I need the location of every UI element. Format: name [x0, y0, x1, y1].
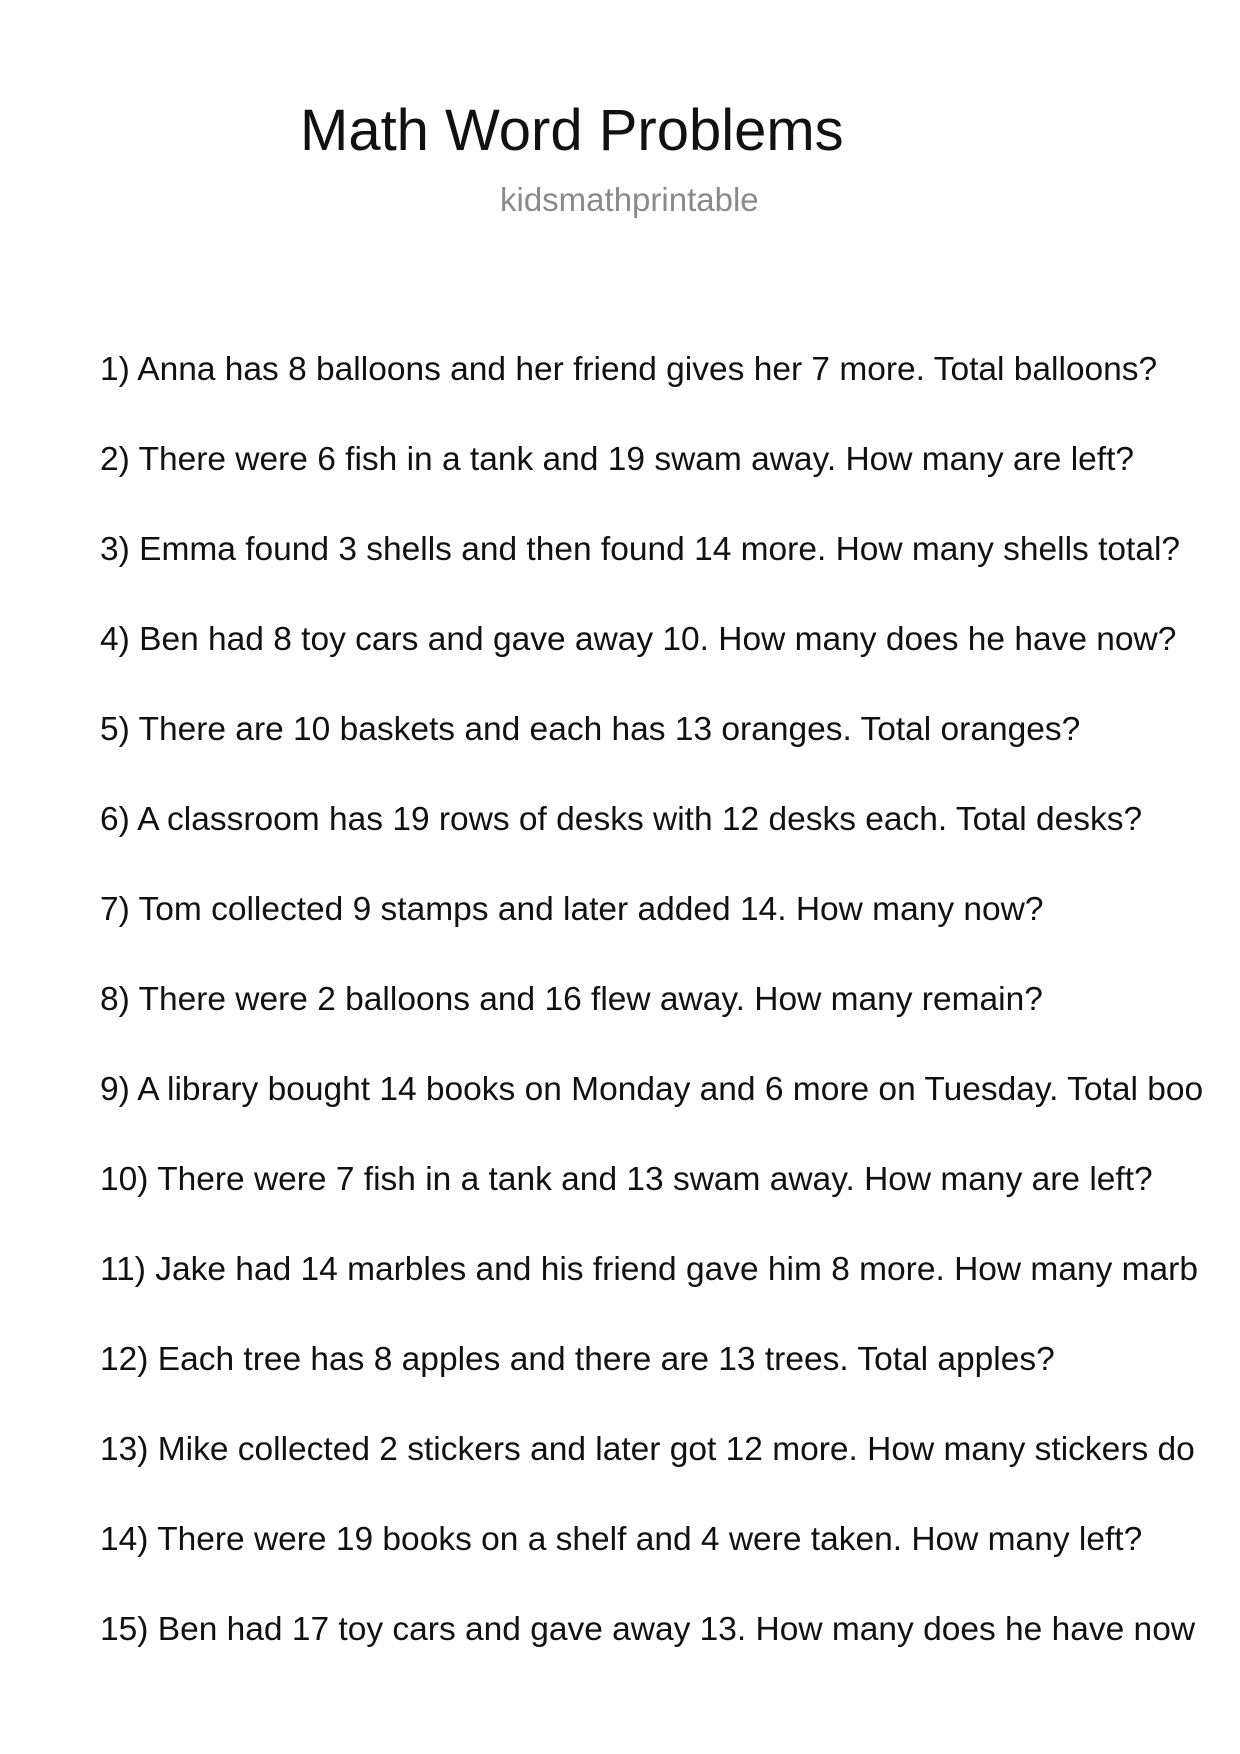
problem-item: 9) A library bought 14 books on Monday and 6 more on Tuesday. Total boo	[100, 1071, 1204, 1108]
problem-item: 8) There were 2 balloons and 16 flew away. How many remain?	[100, 981, 1043, 1018]
problem-item: 12) Each tree has 8 apples and there are 13 trees. Total apples?	[100, 1341, 1055, 1378]
problem-item: 1) Anna has 8 balloons and her friend gives her 7 more. Total balloons?	[100, 351, 1158, 388]
problem-item: 3) Emma found 3 shells and then found 14 more. How many shells total?	[100, 531, 1181, 568]
problem-item: 6) A classroom has 19 rows of desks with 12 desks each. Total desks?	[100, 801, 1143, 838]
worksheet-title: Math Word Problems	[300, 98, 844, 163]
worksheet-subtitle: kidsmathprintable	[500, 181, 759, 218]
problem-item: 4) Ben had 8 toy cars and gave away 10. How many does he have now?	[100, 621, 1177, 658]
problem-item: 5) There are 10 baskets and each has 13 oranges. Total oranges?	[100, 711, 1081, 748]
problem-item: 14) There were 19 books on a shelf and 4 were taken. How many left?	[100, 1521, 1143, 1558]
problem-item: 13) Mike collected 2 stickers and later got 12 more. How many stickers do	[100, 1431, 1195, 1468]
problem-item: 11) Jake had 14 marbles and his friend gave him 8 more. How many marb	[100, 1251, 1198, 1288]
problem-item: 10) There were 7 fish in a tank and 13 swam away. How many are left?	[100, 1161, 1153, 1198]
problem-item: 15) Ben had 17 toy cars and gave away 13. How many does he have now	[100, 1611, 1196, 1648]
problem-item: 2) There were 6 fish in a tank and 19 swam away. How many are left?	[100, 441, 1135, 478]
problem-item: 7) Tom collected 9 stamps and later added 14. How many now?	[100, 891, 1044, 928]
problem-list	[100, 346, 1240, 1696]
